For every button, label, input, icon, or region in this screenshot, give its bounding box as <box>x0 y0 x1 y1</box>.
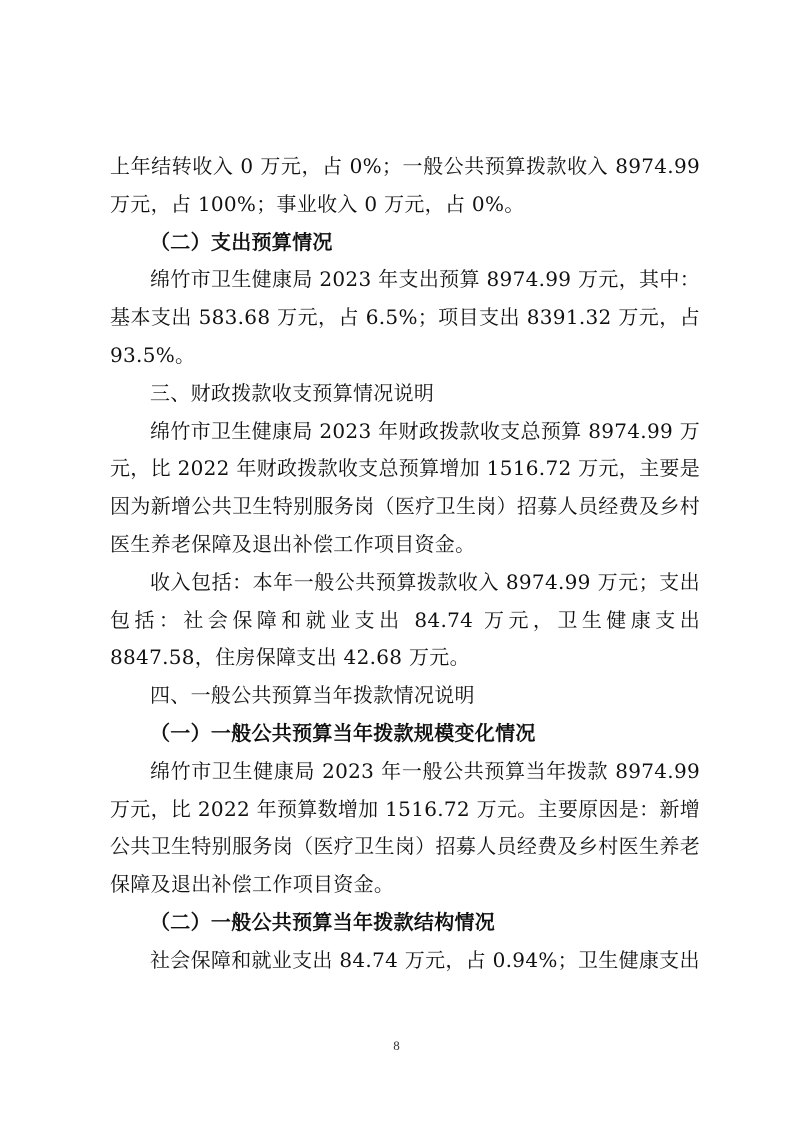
page-number: 8 <box>393 1038 400 1053</box>
paragraph-income-continued: 上年结转收入 0 万元，占 0%；一般公共预算拨款收入 8974.99 万元，占 100%；事业收入 0 万元，占 0%。 <box>110 154 700 216</box>
paragraph-fiscal-total: 绵竹市卫生健康局 2023 年财政拨款收支总预算 8974.99 万元，比 2022 年财政拨款收支总预算增加 1516.72 万元，主要是因为新增公共卫生特别服务岗（医疗卫生岗）招募人员经费及乡村医生养老保障及退出补偿工作项目资金。 <box>110 418 700 556</box>
paragraph-scale-change: 绵竹市卫生健康局 2023 年一般公共预算当年拨款 8974.99 万元，比 2022 年预算数增加 1516.72 万元。主要原因是：新增公共卫生特别服务岗（医疗卫生岗）招募人员经费及乡村医生养老保障及退出补偿工作项目资金。 <box>110 758 700 897</box>
paragraph-expenditure-budget: 绵竹市卫生健康局 2023 年支出预算 8974.99 万元，其中：基本支出 583.68 万元，占 6.5%；项目支出 8391.32 万元，占 93.5%。 <box>110 267 700 367</box>
subheading-scale-change: （一）一般公共预算当年拨款规模变化情况 <box>150 720 536 745</box>
heading-section-4: 四、一般公共预算当年拨款情况说明 <box>150 683 475 708</box>
subheading-expenditure-budget: （二）支出预算情况 <box>150 229 333 254</box>
paragraph-structure: 社会保障和就业支出 84.74 万元，占 0.94%；卫生健康支出 <box>150 947 700 972</box>
paragraph-income-expense-breakdown: 收入包括：本年一般公共预算拨款收入 8974.99 万元；支出包括：社会保障和就业支出 84.74 万元，卫生健康支出 8847.58，住房保障支出 42.68 万元。 <box>110 569 700 670</box>
heading-section-3: 三、财政拨款收支预算情况说明 <box>150 380 435 405</box>
subheading-structure: （二）一般公共预算当年拨款结构情况 <box>150 909 496 934</box>
page-body <box>110 148 700 980</box>
